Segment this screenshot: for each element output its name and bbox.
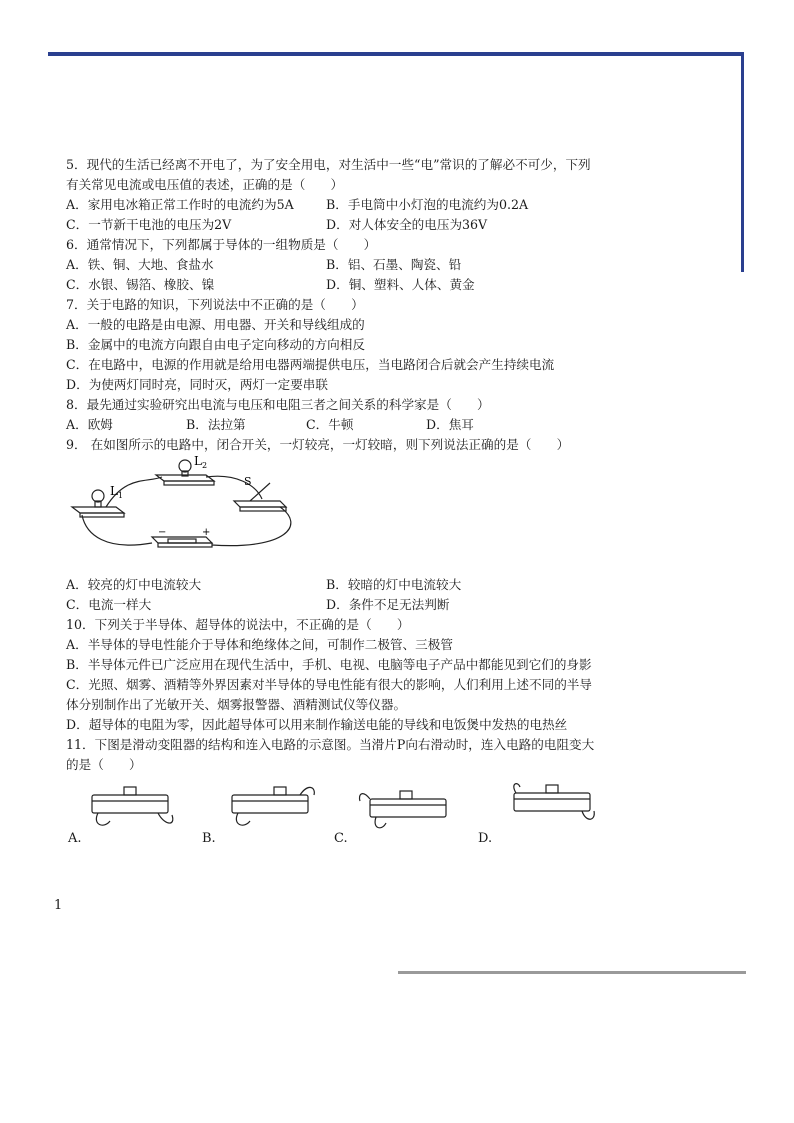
rheostat-c — [356, 781, 456, 833]
rheostat-d — [506, 781, 606, 833]
q5-option-a: A．家用电冰箱正常工作时的电流约为5A — [66, 197, 294, 212]
q11-option-d-label: D. — [478, 831, 493, 846]
q8-stem: 8．最先通过实验研究出电流与电压和电阻三者之间关系的科学家是（ ） — [66, 397, 490, 412]
q11-option-c-label: C. — [334, 831, 348, 846]
q6-option-d: D．铜、塑料、人体、黄金 — [326, 277, 475, 292]
q7-option-c: C．在电路中，电源的作用就是给用电器两端提供电压，当电路闭合后就会产生持续电流 — [66, 357, 555, 372]
q8-option-d: D．焦耳 — [426, 417, 474, 432]
switch-board — [234, 501, 286, 507]
switch-lever — [250, 483, 270, 501]
q9-options-cd — [66, 595, 746, 615]
lamp-l2-bulb-icon — [179, 460, 191, 472]
q6-options-ab — [66, 255, 746, 275]
q6-option-a: A．铁、铜、大地、食盐水 — [66, 257, 214, 272]
q5-options-cd — [66, 215, 746, 235]
q5-option-d: D．对人体安全的电压为36V — [326, 217, 488, 232]
wire-battery-l1 — [82, 515, 152, 545]
label-switch-s: S — [244, 475, 252, 488]
q5-options-ab — [66, 195, 746, 215]
q7-stem: 7．关于电路的知识，下列说法中不正确的是（ ） — [66, 297, 364, 312]
q8-options — [66, 415, 746, 435]
q5-stem-line2: 有关常见电流或电压值的表述，正确的是（ ） — [66, 177, 344, 192]
wire-switch-battery — [212, 507, 291, 546]
rheostat-b — [224, 781, 324, 833]
q10-option-c-line1: C．光照、烟雾、酒精等外界因素对半导体的导电性能有很大的影响，人们利用上述不同的半导 — [66, 677, 592, 692]
q6-option-c: C．水银、锡箔、橡胶、镍 — [66, 277, 215, 292]
q8-option-c: C．牛顿 — [306, 417, 354, 432]
q9-option-a: A．较亮的灯中电流较大 — [66, 577, 202, 592]
q8-option-b: B．法拉第 — [186, 417, 246, 432]
q10-stem: 10．下列关于半导体、超导体的说法中，不正确的是（ ） — [66, 617, 410, 632]
label-l2: $L_2$ — [194, 455, 208, 470]
label-l1: $L_1$ — [110, 484, 124, 500]
q11-stem-line1: 11．下图是滑动变阻器的结构和连入电路的示意图。当滑片P向右滑动时，连入电路的电阻变大 — [66, 737, 595, 752]
q11-stem-line2: 的是（ ） — [66, 757, 142, 772]
q5-stem-line1: 5．现代的生活已经离不开电了，为了安全用电，对生活中一些“电”常识的了解必不可少，下列 — [66, 157, 591, 172]
page-border-top — [48, 52, 744, 56]
label-battery-minus: − — [158, 527, 167, 538]
q8-option-a: A．欧姆 — [66, 417, 113, 432]
q6-option-b: B．铝、石墨、陶瓷、铅 — [326, 257, 462, 272]
switch-board-edge — [240, 507, 286, 511]
battery-cell — [168, 539, 196, 543]
q11-rheostat-figures — [66, 781, 746, 853]
page-rule-bottom — [398, 971, 746, 974]
q10-option-a: A．半导体的导电性能介于导体和绝缘体之间，可制作二极管、三极管 — [66, 637, 453, 652]
q11-option-b-label: B. — [202, 831, 216, 846]
q9-options-ab — [66, 575, 746, 595]
q7-option-d: D．为使两灯同时亮，同时灭，两灯一定要串联 — [66, 377, 328, 392]
lamp-l1-board-edge — [80, 513, 124, 517]
q9-option-b: B．较暗的灯中电流较大 — [326, 577, 462, 592]
q10-option-c-line2: 体分别制作出了光敏开关、烟雾报警器、酒精测试仪等仪器。 — [66, 697, 407, 712]
q6-options-cd — [66, 275, 746, 295]
q10-option-b: B．半导体元件已广泛应用在现代生活中，手机、电视、电脑等电子产品中都能见到它们的身影 — [66, 657, 592, 672]
page-mark: 1 — [54, 898, 63, 913]
lamp-l2-board-edge — [164, 481, 214, 485]
q7-option-b: B．金属中的电流方向跟自由电子定向移动的方向相反 — [66, 337, 365, 352]
q7-option-a: A．一般的电路是由电源、用电器、开关和导线组成的 — [66, 317, 365, 332]
q9-option-c: C．电流一样大 — [66, 597, 152, 612]
rheostat-a — [84, 781, 184, 833]
q9-stem: 9． 在如图所示的电路中，闭合开关，一灯较亮，一灯较暗，则下列说法正确的是（ ） — [66, 437, 570, 452]
label-battery-plus: + — [202, 527, 211, 538]
q9-circuit-figure — [66, 455, 746, 575]
q9-option-d: D．条件不足无法判断 — [326, 597, 450, 612]
q5-option-b: B．手电筒中小灯泡的电流约为0.2A — [326, 197, 529, 212]
circuit-diagram — [66, 455, 306, 575]
q5-option-c: C．一节新干电池的电压为2V — [66, 217, 232, 232]
lamp-l1-board — [72, 507, 124, 513]
wire-l2-switch — [206, 476, 262, 499]
q11-option-a-label: A. — [68, 831, 82, 846]
q10-option-d: D．超导体的电阻为零，因此超导体可以用来制作输送电能的导线和电饭煲中发热的电热丝 — [66, 717, 568, 732]
exam-content — [66, 155, 746, 853]
q6-stem: 6．通常情况下，下列都属于导体的一组物质是（ ） — [66, 237, 377, 252]
lamp-l1-bulb-icon — [92, 490, 104, 502]
